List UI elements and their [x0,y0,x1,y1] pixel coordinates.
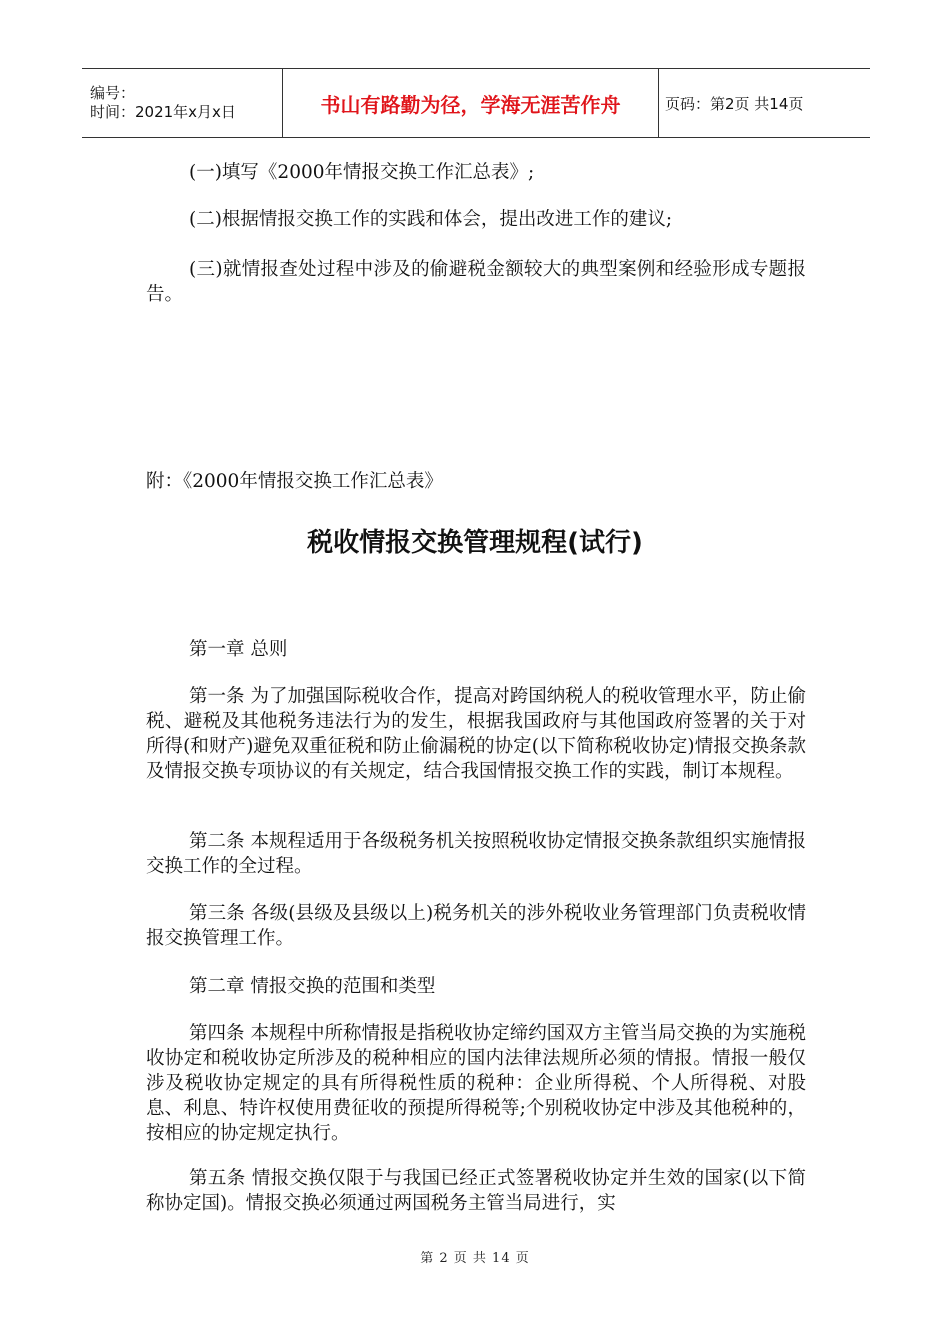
article-paragraph: 第四条 本规程中所称情报是指税收协定缔约国双方主管当局交换的为实施税收协定和税收协定所涉及的税种相应的国内法律法规所必须的情报。情报一般仅涉及税收协定规定的具有所得税性质的税种：企业所得税、个人所得税、对股息、利息、特许权使用费征收的预提所得税等;个别税收协定中涉及其他税种的，按相应的协定规定执行。 [146,1023,806,1144]
list-item: (三)就情报查处过程中涉及的偷避税金额较大的典型案例和经验形成专题报告。 [146,259,806,305]
header-page-info [659,69,870,137]
list-item: (二)根据情报交换工作的实践和体会，提出改进工作的建议; [189,209,673,230]
attachment-note: 附：《2000年情报交换工作汇总表》 [146,471,443,492]
article-paragraph: 第五条 情报交换仅限于与我国已经正式签署税收协定并生效的国家(以下简称协定国)。情报交换必须通过两国税务主管当局进行，实 [146,1168,806,1214]
motto-text: 书山有路勤为径，学海无涯苦作舟 [320,92,621,117]
header-motto [283,69,659,137]
chapter-heading: 第一章 总则 [189,639,288,660]
doc-number-label: 编号： [90,84,136,102]
page-header [82,68,870,138]
article-paragraph: 第一条 为了加强国际税收合作，提高对跨国纳税人的税收管理水平，防止偷税、避税及其他税务违法行为的发生，根据我国政府与其他国政府签署的关于对所得(和财产)避免双重征税和防止偷漏税的协定(以下简称税收协定)情报交换条款及情报交换专项协议的有关规定，结合我国情报交换工作的实践，制订本规程。 [146,686,806,782]
chapter-heading: 第二章 情报交换的范围和类型 [189,976,436,997]
header-meta [82,69,283,137]
article-paragraph: 第二条 本规程适用于各级税务机关按照税收协定情报交换条款组织实施情报交换工作的全过程。 [146,831,806,877]
page-info-text: 页码：第2页 共14页 [665,94,804,113]
list-item: (一)填写《2000年情报交换工作汇总表》; [189,162,535,183]
article-paragraph: 第三条 各级(县级及县级以上)税务机关的涉外税收业务管理部门负责税收情报交换管理工作。 [146,903,806,949]
doc-date-label: 时间：2021年x月x日 [90,103,236,121]
page-footer: 第 2 页 共 14 页 [420,1251,530,1266]
document-title: 税收情报交换管理规程(试行) [307,528,643,558]
